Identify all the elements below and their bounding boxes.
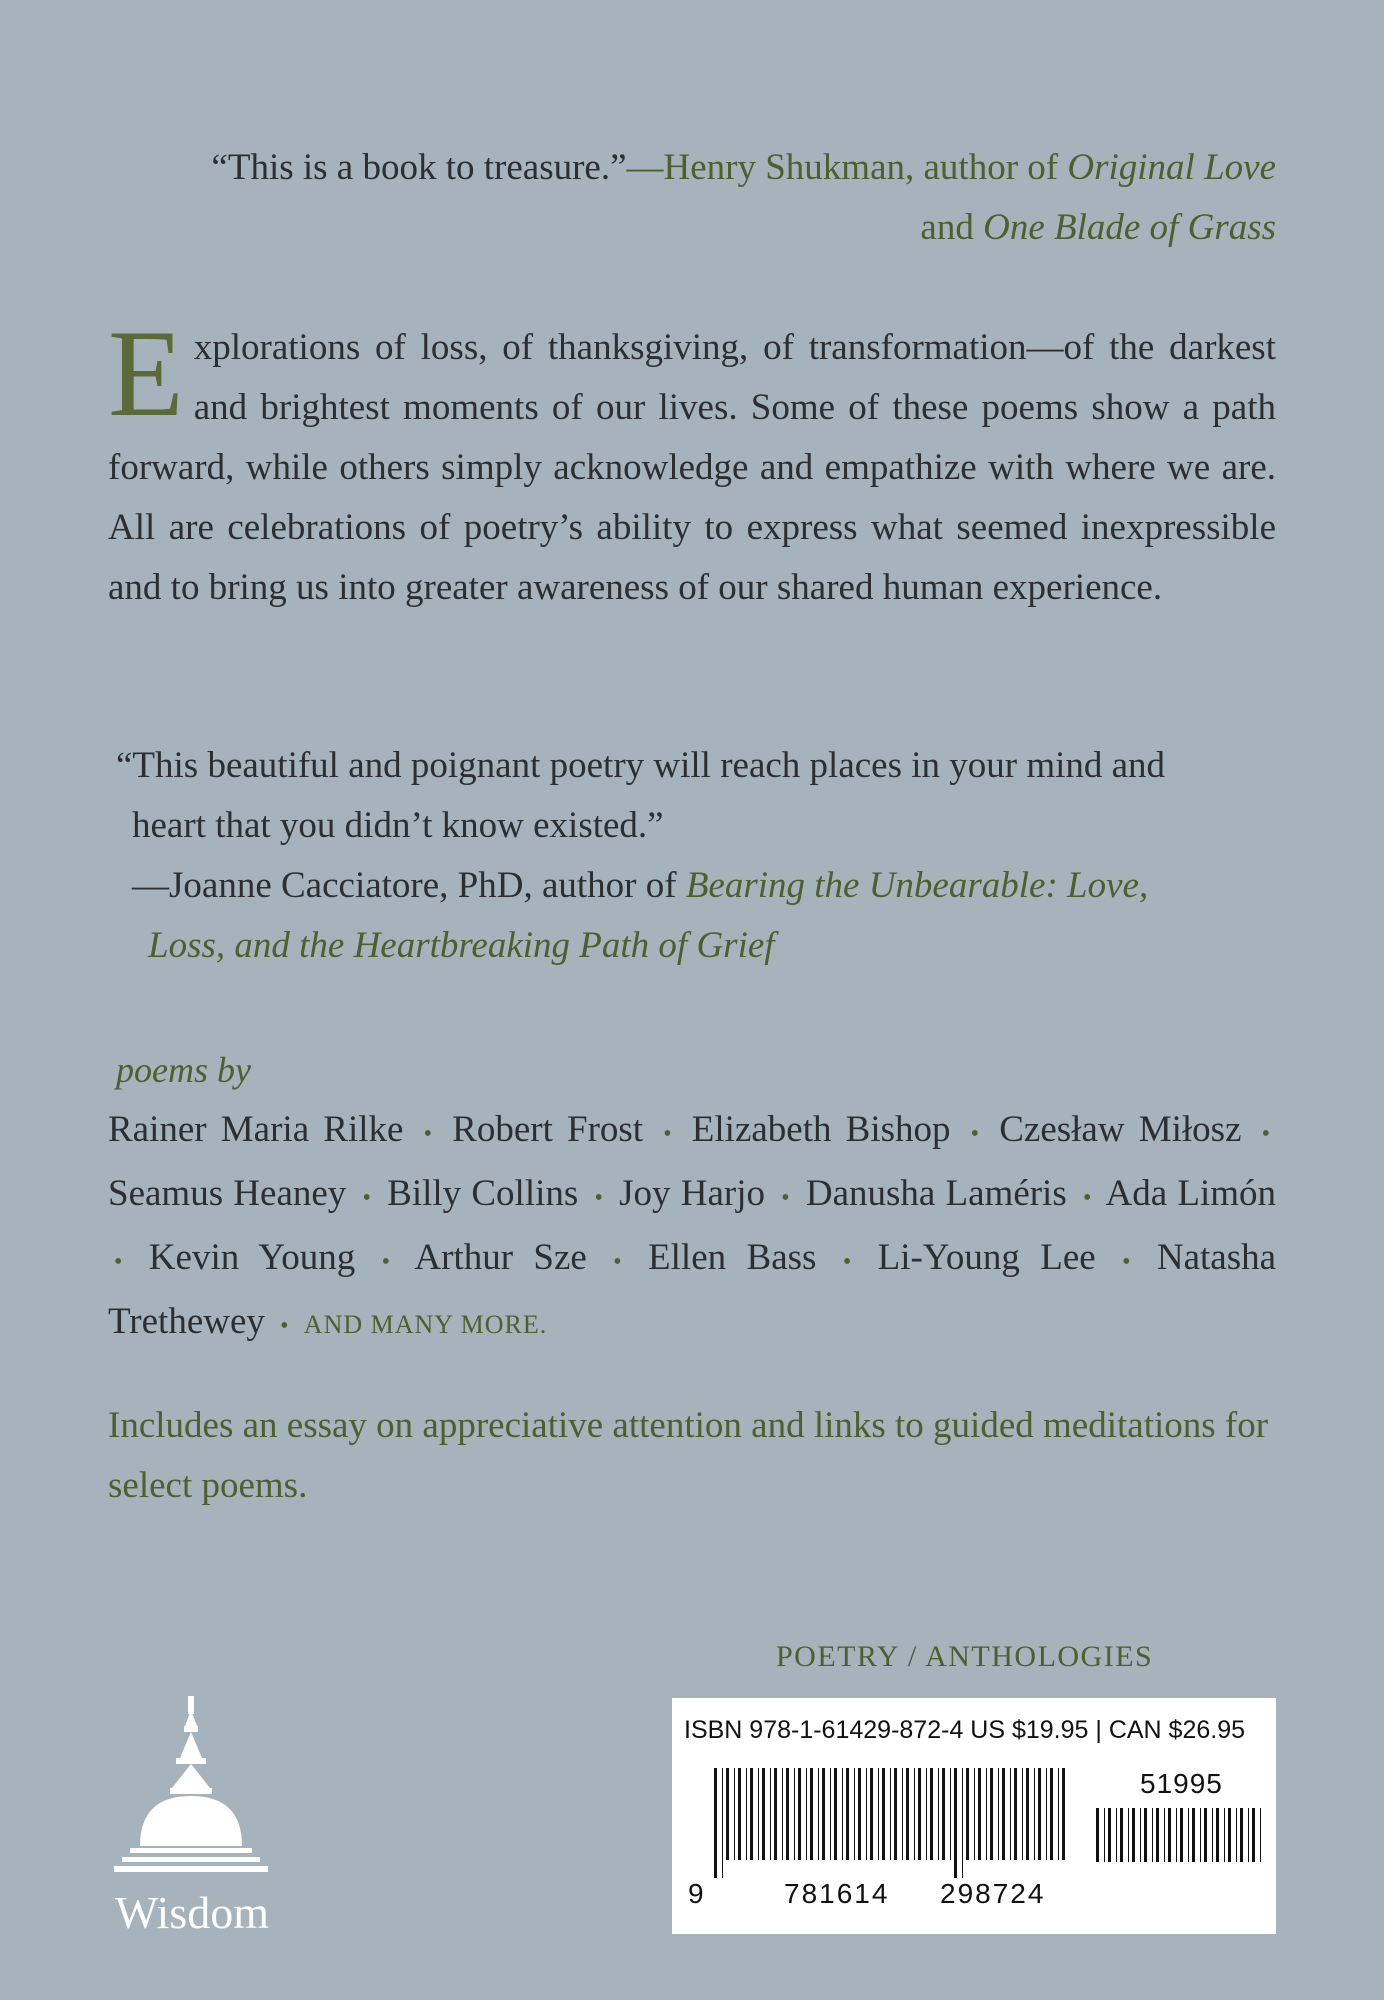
barcode-bar <box>902 1768 903 1860</box>
barcode-bar <box>878 1768 879 1860</box>
isbn-barcode <box>672 1698 1276 1934</box>
quote2-attribution-line <box>108 856 1276 916</box>
barcode-bar <box>1046 1768 1047 1860</box>
bullet-separator: • <box>1261 1121 1271 1147</box>
barcode-main-bars <box>714 1768 1074 1878</box>
barcode-bar <box>1116 1808 1117 1862</box>
barcode-bar <box>746 1768 747 1860</box>
barcode-bar <box>842 1768 843 1860</box>
barcode-bar <box>834 1768 837 1860</box>
bullet-separator: • <box>663 1121 672 1147</box>
barcode-bar <box>1236 1808 1237 1862</box>
poet-name: Robert Frost <box>452 1109 644 1150</box>
barcode-bar <box>1180 1808 1183 1862</box>
barcode-bar <box>726 1768 729 1860</box>
barcode-bar <box>990 1768 993 1860</box>
barcode-bar <box>854 1768 855 1860</box>
barcode-bar <box>1104 1808 1105 1862</box>
quote-and: and <box>920 207 984 248</box>
quote2-line-2: heart that you didn’t know existed.” <box>132 805 664 846</box>
barcode-bar <box>782 1768 783 1860</box>
barcode-addon-bars <box>1096 1808 1266 1880</box>
drop-cap: E <box>108 305 184 442</box>
quote2-book-title-continued: Loss, and the Heartbreaking Path of Grief <box>148 925 775 966</box>
barcode-bar <box>1156 1808 1159 1862</box>
barcode-bar <box>738 1768 741 1860</box>
isbn-price-line: ISBN 978-1-61429-872-4 US $19.95 | CAN $26.95 <box>684 1716 1246 1744</box>
poet-name: Kevin Young <box>148 1237 356 1278</box>
barcode-bar <box>1200 1808 1201 1862</box>
bullet-separator: • <box>842 1249 852 1275</box>
barcode-bar <box>918 1768 921 1860</box>
poet-name: Czesław Miłosz <box>999 1109 1242 1150</box>
barcode-bar <box>830 1768 831 1860</box>
barcode-bar <box>786 1768 789 1860</box>
book-category: POETRY / ANTHOLOGIES <box>776 1640 1154 1673</box>
barcode-bar <box>750 1768 753 1860</box>
barcode-bar <box>1248 1808 1249 1862</box>
barcode-bar <box>806 1768 807 1860</box>
barcode-bar <box>914 1768 915 1860</box>
bullet-separator: • <box>1122 1249 1131 1275</box>
poet-name: Ellen Bass <box>648 1237 817 1278</box>
bullet-separator: • <box>381 1249 391 1275</box>
bullet-separator: • <box>280 1313 289 1339</box>
barcode-bar <box>846 1768 849 1860</box>
barcode-bar <box>926 1768 927 1860</box>
bullet-separator: • <box>781 1185 790 1211</box>
barcode-bar <box>1216 1808 1219 1862</box>
barcode-bar <box>1240 1808 1243 1862</box>
barcode-bar <box>1132 1808 1135 1862</box>
barcode-bar <box>758 1768 759 1860</box>
barcode-bar <box>930 1768 933 1860</box>
barcode-bar <box>1188 1808 1189 1862</box>
barcode-bar <box>1120 1808 1123 1862</box>
description-text: xplorations of loss, of thanksgiving, of transformation—of the darkest and brightest moments of our lives. Some of these poems show a path forward, while others simply acknowledge and empathize with where we are. All are celebrations of poetry’s ability to express what seemed inexpressible and to bring us into greater awareness of our shared human experience. <box>108 327 1276 608</box>
barcode-bar <box>942 1768 945 1860</box>
poets-list <box>108 1100 1276 1356</box>
barcode-bar <box>894 1768 897 1860</box>
barcode-bar <box>890 1768 891 1860</box>
barcode-bar <box>734 1768 735 1860</box>
quote2-line-1: “This beautiful and poignant poetry will reach places in your mind and <box>116 745 1166 786</box>
barcode-bar <box>1014 1768 1017 1860</box>
endorsement-quote-shukman <box>108 138 1276 258</box>
barcode-bar <box>978 1768 981 1860</box>
barcode-bar <box>1228 1808 1231 1862</box>
quote-line-1 <box>108 138 1276 198</box>
barcode-bar <box>954 1768 957 1878</box>
poets-label: poems by <box>116 1050 251 1090</box>
barcode-bar <box>1152 1808 1153 1862</box>
barcode-bar <box>950 1768 951 1860</box>
barcode-bar <box>1026 1768 1029 1860</box>
poet-name: Arthur Sze <box>414 1237 587 1278</box>
poet-name: Natasha Trethewey <box>108 1237 1277 1342</box>
barcode-bar <box>1096 1808 1099 1862</box>
barcode-bar <box>906 1768 909 1860</box>
barcode-bar <box>974 1768 975 1860</box>
barcode-bar <box>810 1768 813 1860</box>
barcode-bar <box>794 1768 795 1860</box>
quote-text: “This is a book to treasure.” <box>211 147 627 188</box>
barcode-digit-first: 9 <box>688 1878 704 1909</box>
barcode-bar <box>1034 1768 1035 1860</box>
barcode-bar <box>1224 1808 1225 1862</box>
barcode-bar <box>1192 1808 1195 1862</box>
barcode-bar <box>1252 1808 1255 1862</box>
poets-section <box>108 1040 1276 1356</box>
bullet-separator: • <box>613 1249 622 1275</box>
barcode-bar <box>722 1768 723 1878</box>
quote2-attribution: —Joanne Cacciatore, PhD, author of <box>132 865 686 906</box>
barcode-bar <box>870 1768 873 1860</box>
barcode-bar <box>1062 1768 1065 1860</box>
barcode-bar <box>770 1768 771 1860</box>
poet-name: Danusha Laméris <box>805 1173 1067 1214</box>
barcode-bar <box>1168 1808 1171 1862</box>
bullet-separator: • <box>594 1185 603 1211</box>
barcode-bar <box>714 1768 717 1878</box>
barcode-bar <box>1176 1808 1177 1862</box>
barcode-bar <box>966 1768 969 1860</box>
barcode-digits-right: 298724 <box>940 1878 1046 1909</box>
bullet-separator: • <box>423 1121 432 1147</box>
barcode-bar <box>986 1768 987 1860</box>
quote-book-title: Original Love <box>1067 147 1276 188</box>
publisher-name: Wisdom <box>114 1887 270 1938</box>
barcode-bar <box>1022 1768 1023 1860</box>
poet-name: Seamus Heaney <box>108 1173 347 1214</box>
barcode-bar <box>858 1768 861 1860</box>
barcode-bar <box>1204 1808 1207 1862</box>
barcode-bar <box>774 1768 777 1860</box>
includes-note: Includes an essay on appreciative attention and links to guided meditations for select poems. <box>108 1405 1269 1506</box>
barcode-bar <box>1144 1808 1147 1862</box>
poet-name: Joy Harjo <box>619 1173 765 1214</box>
barcode-bar <box>1010 1768 1011 1860</box>
barcode-bar <box>882 1768 885 1860</box>
barcode-digits-left: 781614 <box>784 1878 890 1909</box>
stupa-icon <box>104 1696 280 1886</box>
barcode-bar <box>866 1768 867 1860</box>
barcode-bar <box>1128 1808 1129 1862</box>
barcode-bar <box>1164 1808 1165 1862</box>
barcode-bar <box>1260 1808 1261 1862</box>
barcode-bar <box>1058 1768 1059 1860</box>
barcode-price-code: 51995 <box>1140 1768 1223 1799</box>
poet-name: Ada Limón <box>1105 1173 1277 1214</box>
barcode-bar <box>1038 1768 1041 1860</box>
bullet-separator: • <box>114 1249 123 1275</box>
barcode-bar <box>1050 1768 1053 1860</box>
barcode-bar <box>1212 1808 1213 1862</box>
barcode-bar <box>962 1768 963 1878</box>
quote-line-2 <box>108 198 1276 258</box>
barcode-bar <box>822 1768 825 1860</box>
barcode-bar <box>1002 1768 1005 1860</box>
bullet-separator: • <box>362 1185 371 1211</box>
quote-book-title-2: One Blade of Grass <box>983 207 1276 248</box>
poet-name: Rainer Maria Rilke <box>108 1109 404 1150</box>
barcode-bar <box>998 1768 999 1860</box>
barcode-bar <box>1108 1808 1111 1862</box>
barcode-bar <box>938 1768 939 1860</box>
quote-attribution: —Henry Shukman, author of <box>626 147 1068 188</box>
bullet-separator: • <box>1082 1185 1092 1211</box>
barcode-bar <box>818 1768 819 1860</box>
barcode-bar <box>1140 1808 1141 1862</box>
poet-name: Elizabeth Bishop <box>691 1109 951 1150</box>
poet-name: Li-Young Lee <box>877 1237 1096 1278</box>
poet-name: Billy Collins <box>387 1173 579 1214</box>
barcode-bar <box>762 1768 765 1860</box>
quote2-book-title: Bearing the Unbearable: Love, <box>685 865 1149 906</box>
endorsement-quote-cacciatore <box>108 736 1276 976</box>
barcode-bar <box>798 1768 801 1860</box>
bullet-separator: • <box>970 1121 980 1147</box>
book-description <box>108 305 1276 618</box>
and-many-more: AND MANY MORE. <box>303 1310 548 1339</box>
